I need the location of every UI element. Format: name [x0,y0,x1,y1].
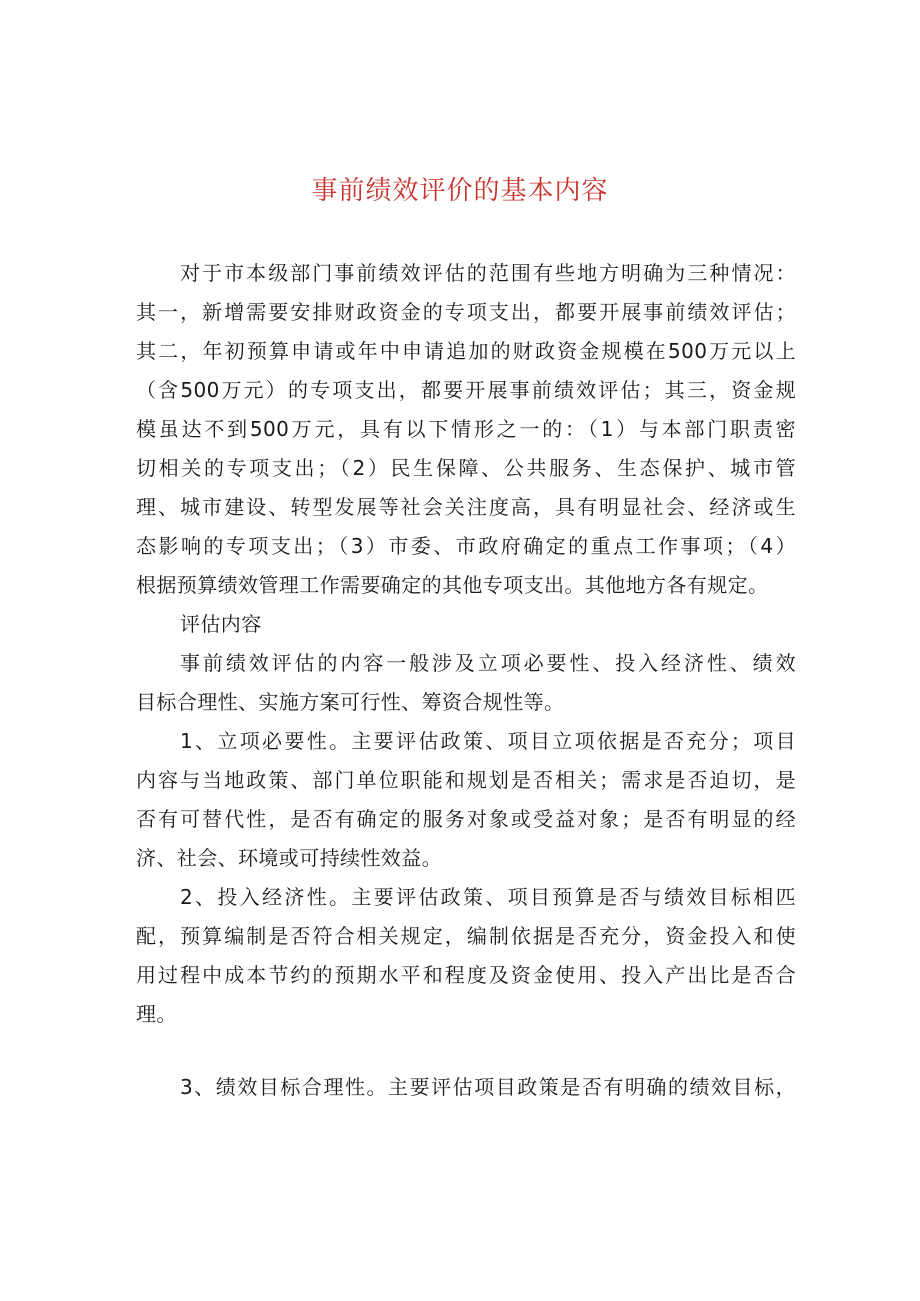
document-title: 事前绩效评价的基本内容 [311,176,609,206]
paragraph-line: 其一，新增需要安排财政资金的专项支出，都要开展事前绩效评估； [136,300,796,324]
paragraph-line: 切相关的专项支出；（2）民生保障、公共服务、生态保护、城市管 [136,456,796,480]
paragraph-line: 事前绩效评估的内容一般涉及立项必要性、投入经济性、绩效 [180,651,796,675]
paragraph-line: 态影响的专项支出；（3）市委、市政府确定的重点工作事项；（4） [136,534,796,558]
paragraph-line: 3、绩效目标合理性。主要评估项目政策是否有明确的绩效目标， [180,1075,796,1099]
paragraph-line: 用过程中成本节约的预期水平和程度及资金使用、投入产出比是否合 [136,963,796,987]
paragraph-line: 目标合理性、实施方案可行性、筹资合规性等。 [136,690,565,714]
paragraph-line: 理。 [136,1002,177,1026]
document-body [136,254,796,1107]
paragraph-line: 1、立项必要性。主要评估政策、项目立项依据是否充分；项目 [180,729,796,753]
paragraph-line: （含500万元）的专项支出，都要开展事前绩效评估；其三，资金规 [136,378,796,402]
paragraph-line: 配，预算编制是否符合相关规定，编制依据是否充分，资金投入和使 [136,924,796,948]
paragraph-line: 内容与当地政策、部门单位职能和规划是否相关；需求是否迫切，是 [136,768,796,792]
paragraph-line: 2、投入经济性。主要评估政策、项目预算是否与绩效目标相匹 [180,885,796,909]
paragraph-line: 根据预算绩效管理工作需要确定的其他专项支出。其他地方各有规定。 [136,573,769,597]
paragraph-gap [136,1034,796,1068]
paragraph-line: 其二，年初预算申请或年中申请追加的财政资金规模在500万元以上 [136,339,796,363]
paragraph-line: 济、社会、环境或可持续性效益。 [136,846,442,870]
paragraph-line: 理、城市建设、转型发展等社会关注度高，具有明显社会、经济或生 [136,495,796,519]
paragraph-line: 模虽达不到500万元，具有以下情形之一的：（1）与本部门职责密 [136,417,796,441]
paragraph-line: 否有可替代性，是否有确定的服务对象或受益对象；是否有明显的经 [136,807,796,831]
section-heading: 评估内容 [180,612,262,636]
paragraph-line: 对于市本级部门事前绩效评估的范围有些地方明确为三种情况： [180,261,796,285]
